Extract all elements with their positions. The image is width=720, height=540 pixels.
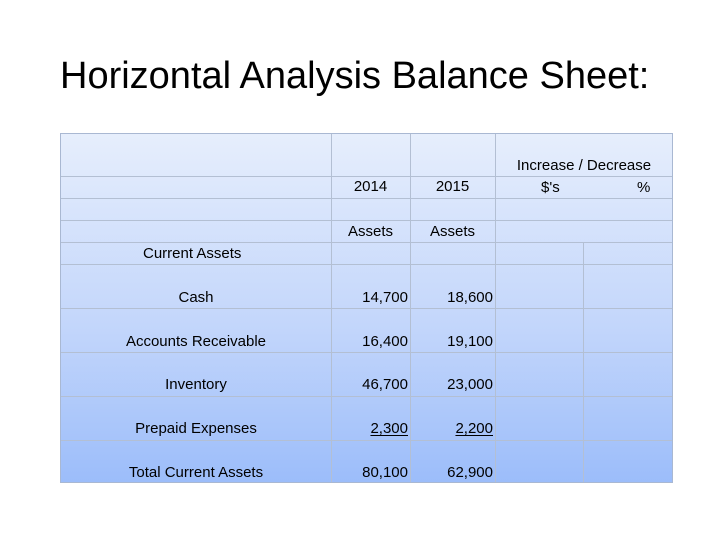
assets-2014-header: Assets bbox=[347, 223, 393, 240]
value-2014: 14,700 bbox=[362, 289, 408, 306]
balance-sheet-table bbox=[60, 133, 673, 483]
section-label: Current Assets bbox=[143, 245, 242, 262]
row-label: Prepaid Expenses bbox=[135, 420, 257, 437]
value-2015: 2,200 bbox=[455, 420, 493, 437]
row-label: Inventory bbox=[165, 376, 227, 393]
grid-line bbox=[61, 198, 672, 199]
grid-line bbox=[495, 134, 496, 482]
row-label: Total Current Assets bbox=[128, 464, 264, 481]
change-percent-header: % bbox=[637, 179, 651, 196]
grid-line bbox=[61, 352, 672, 353]
year-2015-header: 2015 bbox=[435, 178, 470, 195]
grid-line bbox=[583, 242, 584, 482]
row-label: Accounts Receivable bbox=[125, 333, 267, 350]
grid-line bbox=[61, 220, 672, 221]
value-2014: 80,100 bbox=[362, 464, 408, 481]
value-2015: 18,600 bbox=[447, 289, 493, 306]
grid-line bbox=[61, 308, 672, 309]
value-2015: 19,100 bbox=[447, 333, 493, 350]
year-2014-header: 2014 bbox=[353, 178, 388, 195]
value-2015: 23,000 bbox=[447, 376, 493, 393]
grid-line bbox=[61, 440, 672, 441]
value-2014: 46,700 bbox=[362, 376, 408, 393]
page-title: Horizontal Analysis Balance Sheet: bbox=[60, 55, 650, 97]
grid-line bbox=[61, 176, 672, 177]
assets-2015-header: Assets bbox=[429, 223, 475, 240]
grid-line bbox=[61, 396, 672, 397]
change-header: Increase / Decrease bbox=[516, 157, 652, 174]
value-2014: 2,300 bbox=[370, 420, 408, 437]
grid-line bbox=[61, 242, 672, 243]
change-dollars-header: $'s bbox=[541, 179, 560, 196]
value-2015: 62,900 bbox=[447, 464, 493, 481]
value-2014: 16,400 bbox=[362, 333, 408, 350]
row-label: Cash bbox=[178, 289, 214, 306]
grid-line bbox=[61, 264, 672, 265]
